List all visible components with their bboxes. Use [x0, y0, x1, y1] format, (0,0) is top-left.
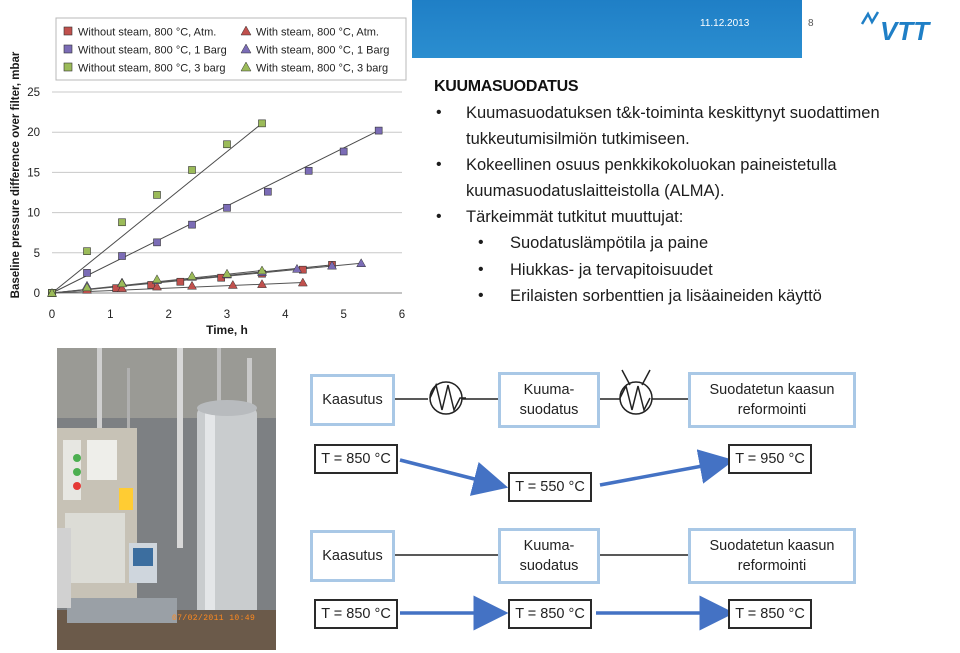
data-point	[154, 191, 161, 198]
slide-title: KUUMASUODATUS	[434, 78, 579, 95]
hot-filtration-box-2: Kuuma- suodatus	[498, 528, 600, 584]
data-point	[340, 148, 347, 155]
equipment-photo	[57, 348, 276, 650]
x-tick-label: 6	[398, 309, 406, 321]
data-point	[84, 248, 91, 255]
bullet-1: • Kuumasuodatuksen t&k-toiminta keskittynyt suodattimen tukkeutumisilmiön tutkimiseen.	[434, 100, 954, 152]
x-axis-label: Time, h	[206, 323, 248, 337]
data-point	[119, 219, 126, 226]
x-tick-label: 5	[340, 309, 347, 321]
temperature-label-6: T = 850 °C	[728, 599, 812, 629]
logo-text: VTT	[880, 16, 930, 46]
data-point	[154, 239, 161, 246]
temperature-label-2: T = 550 °C	[508, 472, 592, 502]
equipment-photo-drawing	[57, 348, 276, 650]
temperature-label-3: T = 950 °C	[728, 444, 812, 474]
data-point	[189, 221, 196, 228]
slide-date: 11.12.2013	[700, 18, 750, 29]
heat-exchanger-icon-1	[430, 382, 466, 414]
y-axis-label: Baseline pressure difference over filter, mbar	[10, 51, 22, 299]
data-point	[224, 141, 231, 148]
legend-label: With steam, 800 °C, Atm.	[256, 26, 379, 39]
header-blue-bar	[410, 0, 802, 58]
temp-arrow-up	[600, 462, 724, 485]
plot-area	[52, 92, 402, 293]
temperature-label-1: T = 850 °C	[314, 444, 398, 474]
x-tick-label: 2	[165, 309, 172, 321]
reforming-box-2: Suodatetun kaasun reformointi	[688, 528, 856, 584]
x-tick-label: 1	[107, 309, 114, 321]
data-point	[259, 120, 266, 127]
reforming-box-1: Suodatetun kaasun reformointi	[688, 372, 856, 428]
bullet-3: • Tärkeimmät tutkitut muuttujat:	[434, 204, 954, 230]
vtt-logo	[858, 10, 946, 46]
pressure-chart	[0, 0, 412, 345]
legend-label: Without steam, 800 °C, Atm.	[78, 26, 217, 39]
y-tick-label: 10	[27, 207, 40, 220]
legend-marker	[64, 45, 72, 53]
data-point	[305, 167, 312, 174]
chart-svg	[0, 0, 412, 345]
data-point	[84, 269, 91, 276]
x-tick-label: 4	[282, 309, 289, 321]
legend-marker	[64, 27, 72, 35]
data-point	[177, 278, 184, 285]
legend-label: With steam, 800 °C, 1 Barg	[256, 44, 390, 57]
temperature-label-5: T = 850 °C	[508, 599, 592, 629]
data-point	[375, 127, 382, 134]
sub-bullet-1: • Suodatuslämpötila ja paine	[434, 230, 954, 257]
legend-label: Without steam, 800 °C, 3 barg	[78, 62, 226, 75]
legend-marker	[64, 63, 72, 71]
sub-bullet-3: • Erilaisten sorbenttien ja lisäaineiden käyttö	[434, 283, 954, 310]
x-tick-label: 0	[48, 309, 56, 321]
legend-label: Without steam, 800 °C, 1 Barg	[78, 44, 227, 57]
y-tick-label: 15	[27, 167, 40, 180]
gasification-box-2: Kaasutus	[310, 530, 395, 582]
x-tick-label: 3	[223, 309, 231, 321]
page-number: 8	[808, 18, 814, 29]
data-point	[119, 253, 126, 260]
data-point	[224, 204, 231, 211]
temperature-label-4: T = 850 °C	[314, 599, 398, 629]
heat-exchanger-icon-2	[620, 370, 652, 414]
sub-bullet-2: • Hiukkas- ja tervapitoisuudet	[434, 257, 954, 284]
data-point	[189, 166, 196, 173]
y-tick-label: 25	[27, 87, 40, 99]
photo-timestamp: 07/02/2011 10:49	[172, 614, 256, 623]
y-tick-label: 0	[33, 288, 40, 300]
gasification-box-1: Kaasutus	[310, 374, 395, 426]
y-tick-label: 5	[33, 247, 40, 260]
bullet-2: • Kokeellinen osuus penkkikokoluokan paineistetulla kuumasuodatuslaitteistolla (ALMA).	[434, 152, 954, 204]
legend-label: With steam, 800 °C, 3 barg	[256, 62, 389, 75]
temp-arrow-down	[400, 460, 498, 485]
y-tick-label: 20	[27, 127, 40, 140]
slide-text	[434, 78, 954, 310]
data-point	[264, 188, 271, 195]
hot-filtration-box-1: Kuuma- suodatus	[498, 372, 600, 428]
